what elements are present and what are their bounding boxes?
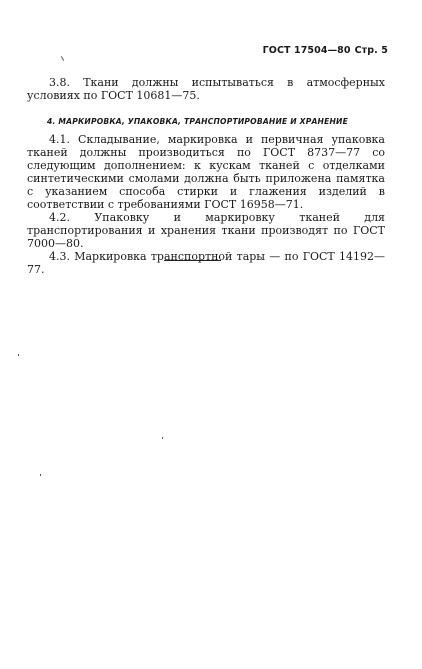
paragraph-4-2: 4.2. Упаковку и маркировку тканей для транспортирования и хранения ткани производят по ГОСТ 7000—80. [27,211,385,250]
scan-speck [18,354,19,356]
header-page-number: Стр. 5 [354,45,388,56]
scan-speck [61,56,64,61]
scan-speck [40,474,41,476]
paragraph-4-1: 4.1. Складывание, маркировка и первичная упаковка тканей должны производиться по ГОСТ 8737—77 со следующим дополнением: к кускам тканей с отделками синтетическими смолами должна быть приложена памятка с указанием способа стирки и глажения изделий в соответствии с требованиями ГОСТ 16958—71. [27,133,385,211]
paragraph-3-8: 3.8. Ткани должны испытываться в атмосферных условиях по ГОСТ 10681—75. [27,76,385,102]
scan-speck [162,437,163,439]
end-rule [164,260,221,261]
page-header [263,45,388,56]
paragraph-block-3-8 [27,76,385,102]
section-4-body [27,133,385,276]
section-title: 4. МАРКИРОВКА, УПАКОВКА, ТРАНСПОРТИРОВАНИЕ И ХРАНЕНИЕ [47,117,348,126]
paragraph-4-3: 4.3. Маркировка транспортной тары — по ГОСТ 14192—77. [27,250,385,276]
header-standard: ГОСТ 17504—80 [262,45,351,56]
